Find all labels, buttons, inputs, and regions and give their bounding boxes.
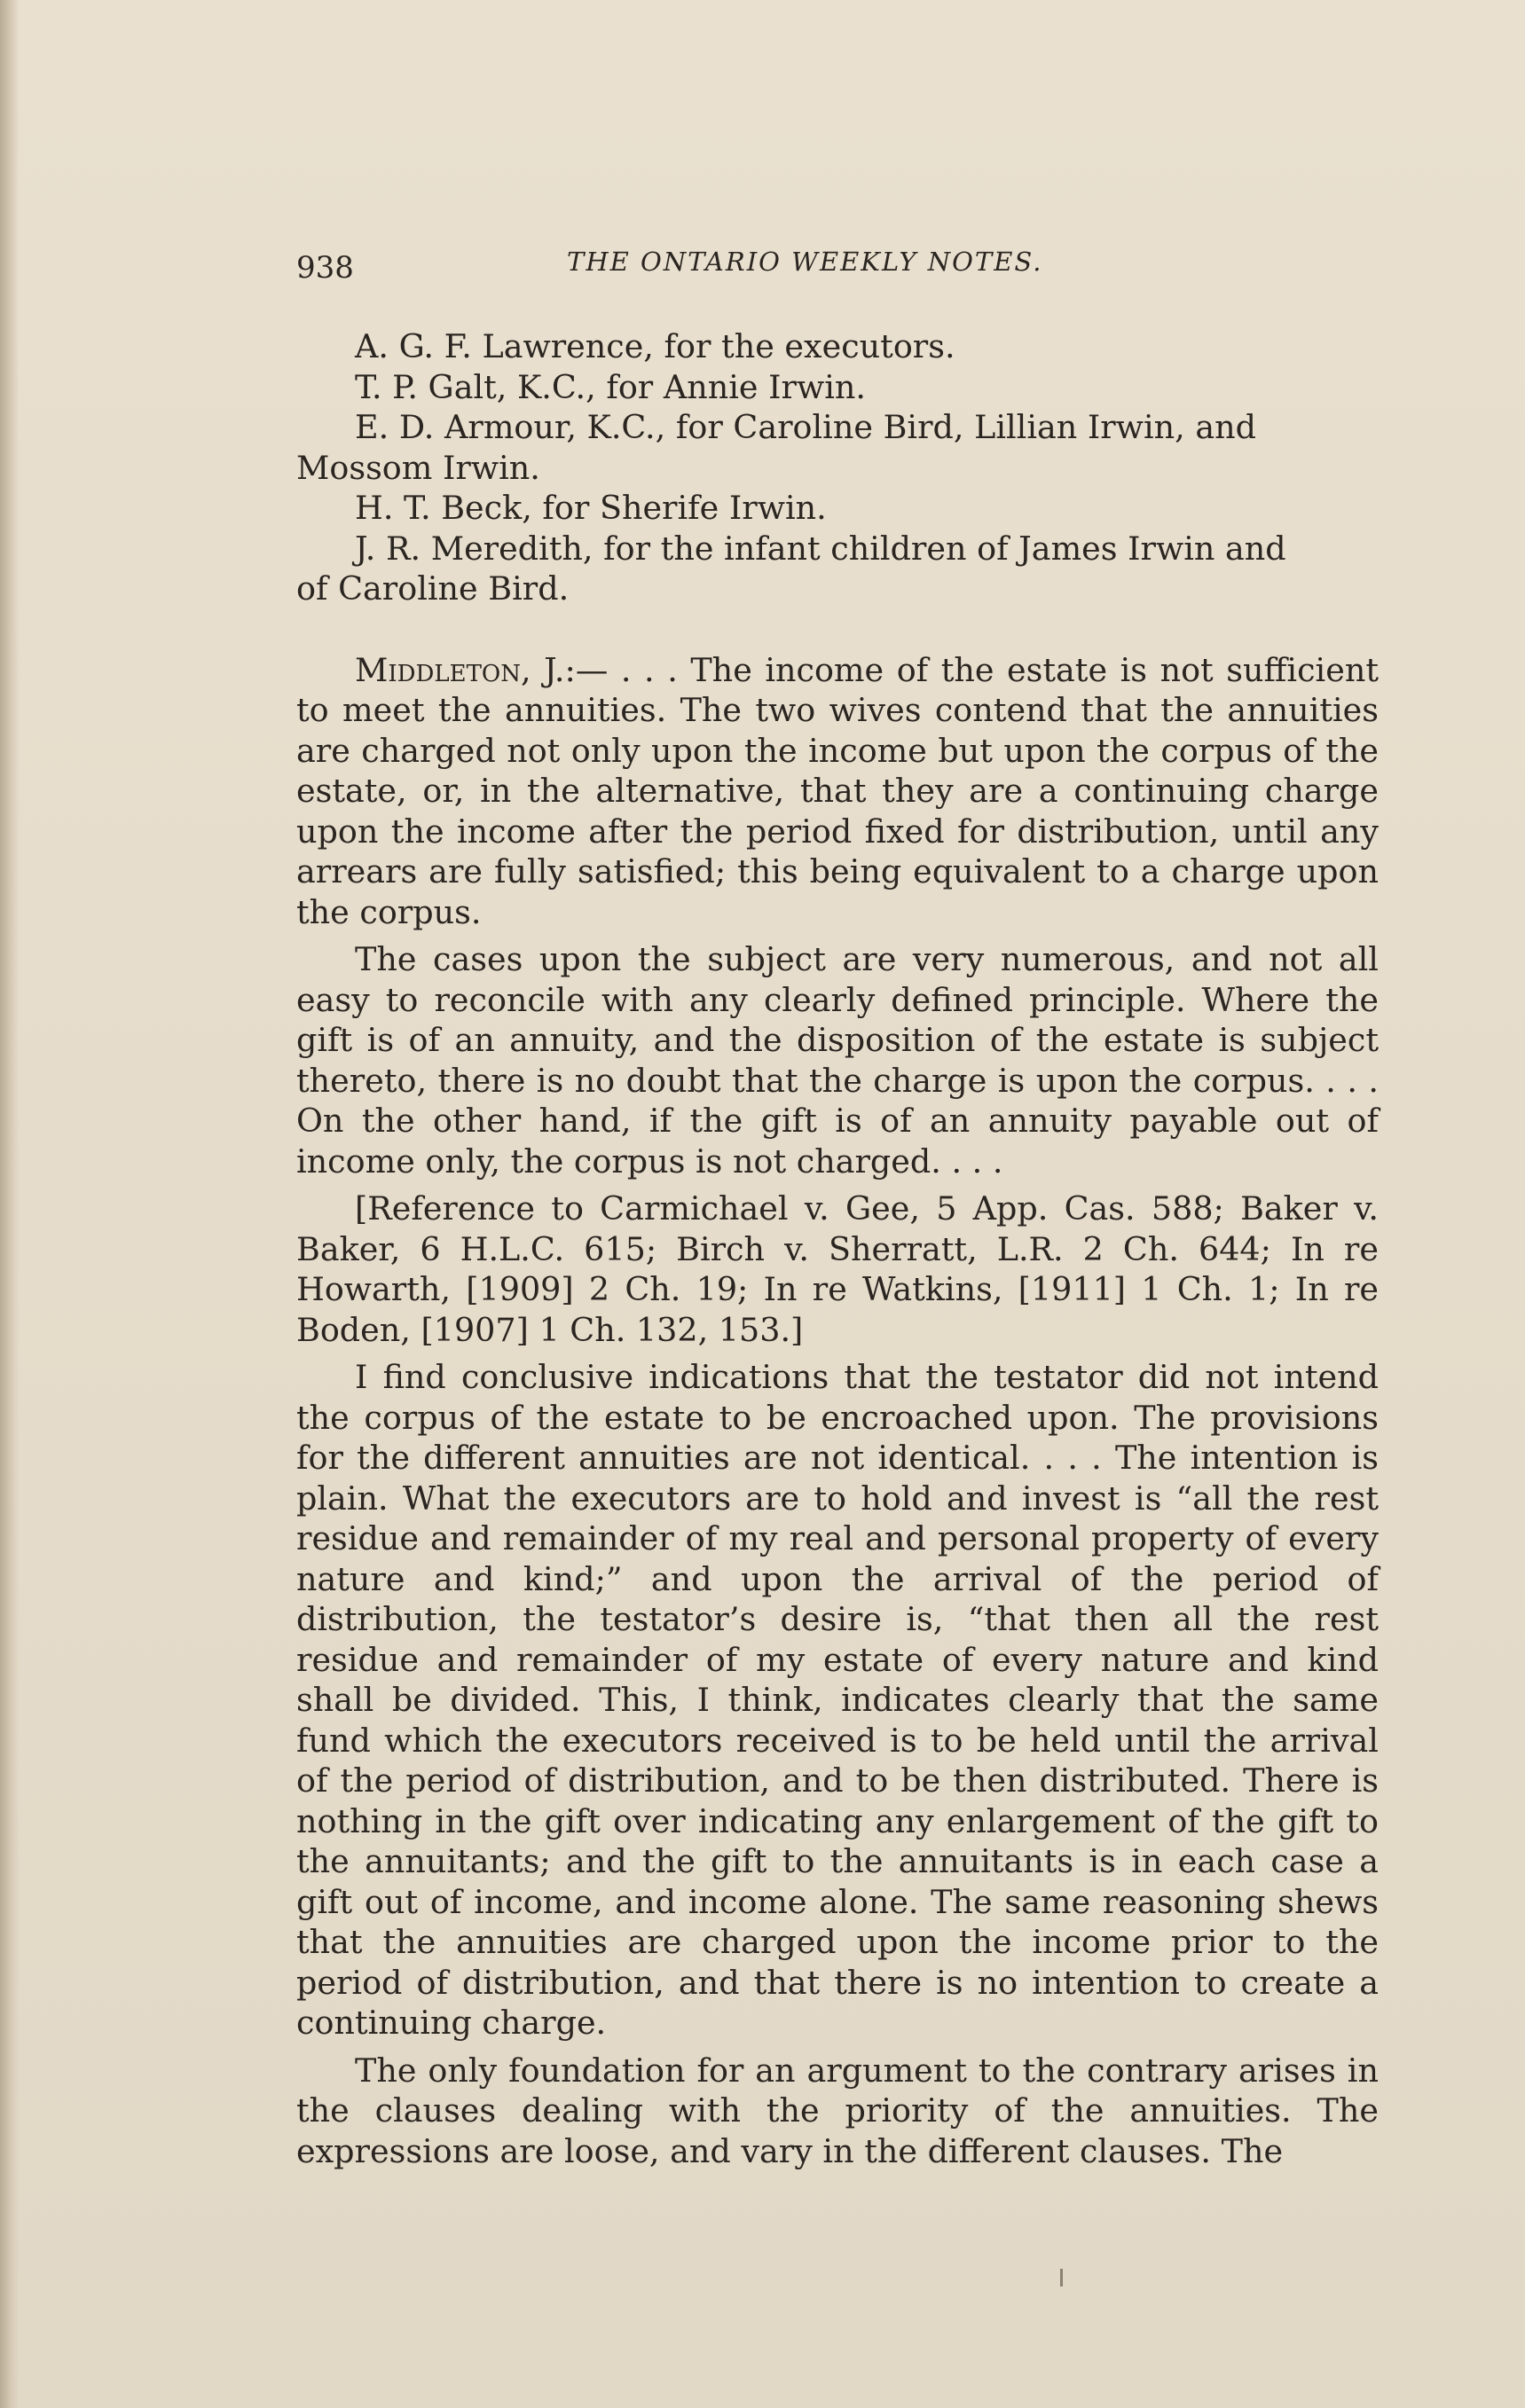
counsel-line: A. G. F. Lawrence, for the executors. — [355, 327, 955, 365]
journal-title: THE ONTARIO WEEKLY NOTES. — [567, 247, 1043, 277]
counsel-line: T. P. Galt, K.C., for Annie Irwin. — [355, 367, 866, 406]
reference-paragraph: [Reference to Carmichael v. Gee, 5 App. Cas. 588; Baker v. Baker, 6 H.L.C. 615; Birch v. Sherratt, L.R. 2 Ch. 644; In re Howarth, [1909] 2 Ch. 19; In re Watkins, [1911] 1 Ch. 1; In re Boden, [1907] 1 Ch. 132, 153.] — [296, 1189, 1379, 1349]
counsel-line-continuation: of Caroline Bird. — [296, 569, 570, 608]
counsel-line: J. R. Meredith, for the infant children of James Irwin and — [355, 529, 1286, 568]
running-head — [296, 247, 1379, 291]
paragraph: The cases upon the subject are very numerous, and not all easy to reconcile with any clearly defined principle. Where the gift is of an annuity, and the disposition of the estate is subject thereto, there is no doubt that the charge is upon the corpus. . . . On the other hand, if the gift is of an annuity payable out of income only, the corpus is not charged. . . . — [296, 940, 1379, 1180]
paragraph: The only foundation for an argument to the contrary arises in the clauses dealing with the priority of the annuities. The expressions are loose, and vary in the different clauses. The — [296, 2051, 1379, 2170]
counsel-line: H. T. Beck, for Sherife Irwin. — [355, 489, 827, 527]
stray-ink-mark — [1060, 2269, 1063, 2286]
page-spine-shadow — [0, 0, 20, 2408]
text-block — [296, 326, 1379, 2178]
judgment-opening-paragraph — [296, 650, 1379, 933]
counsel-list — [296, 326, 1379, 609]
page-number: 938 — [296, 250, 354, 286]
counsel-line: E. D. Armour, K.C., for Caroline Bird, Lillian Irwin, and — [355, 408, 1257, 446]
judge-name: Middleton, J. — [355, 650, 565, 689]
opening-text: :— . . . The income of the estate is not sufficient to meet the annuities. The two wives contend that the annuities are charged not only upon the income but upon the corpus of the estate, or, in the alternative, that they are a continuing charge upon the income after the period fixed for distribution, until any arrears are fully satisfied; this being equivalent to a charge upon the corpus. — [296, 650, 1380, 931]
counsel-line-continuation: Mossom Irwin. — [296, 448, 540, 487]
paragraph: I find conclusive indications that the testator did not intend the corpus of the estate to be encroached upon. The provisions for the different annuities are not identical. . . . The intention is plain. What the executors are to hold and invest is “all the rest residue and remainder of my real and personal property of every nature and kind;” and upon the arrival of the period of distribution, the testator’s desire is, “that then all the rest residue and remainder of my estate of every nature and kind shall be divided. This, I think, indicates clearly that the same fund which the executors received is to be held until the arrival of the period of distribution, and to be then distributed. There is nothing in the gift over indicating any enlargement of the gift to the annuitants; and the gift to the annuitants is in each case a gift out of income, and income alone. The same reasoning shews that the annuities are charged upon the income prior to the period of distribution, and that there is no intention to create a continuing charge. — [296, 1358, 1379, 2042]
